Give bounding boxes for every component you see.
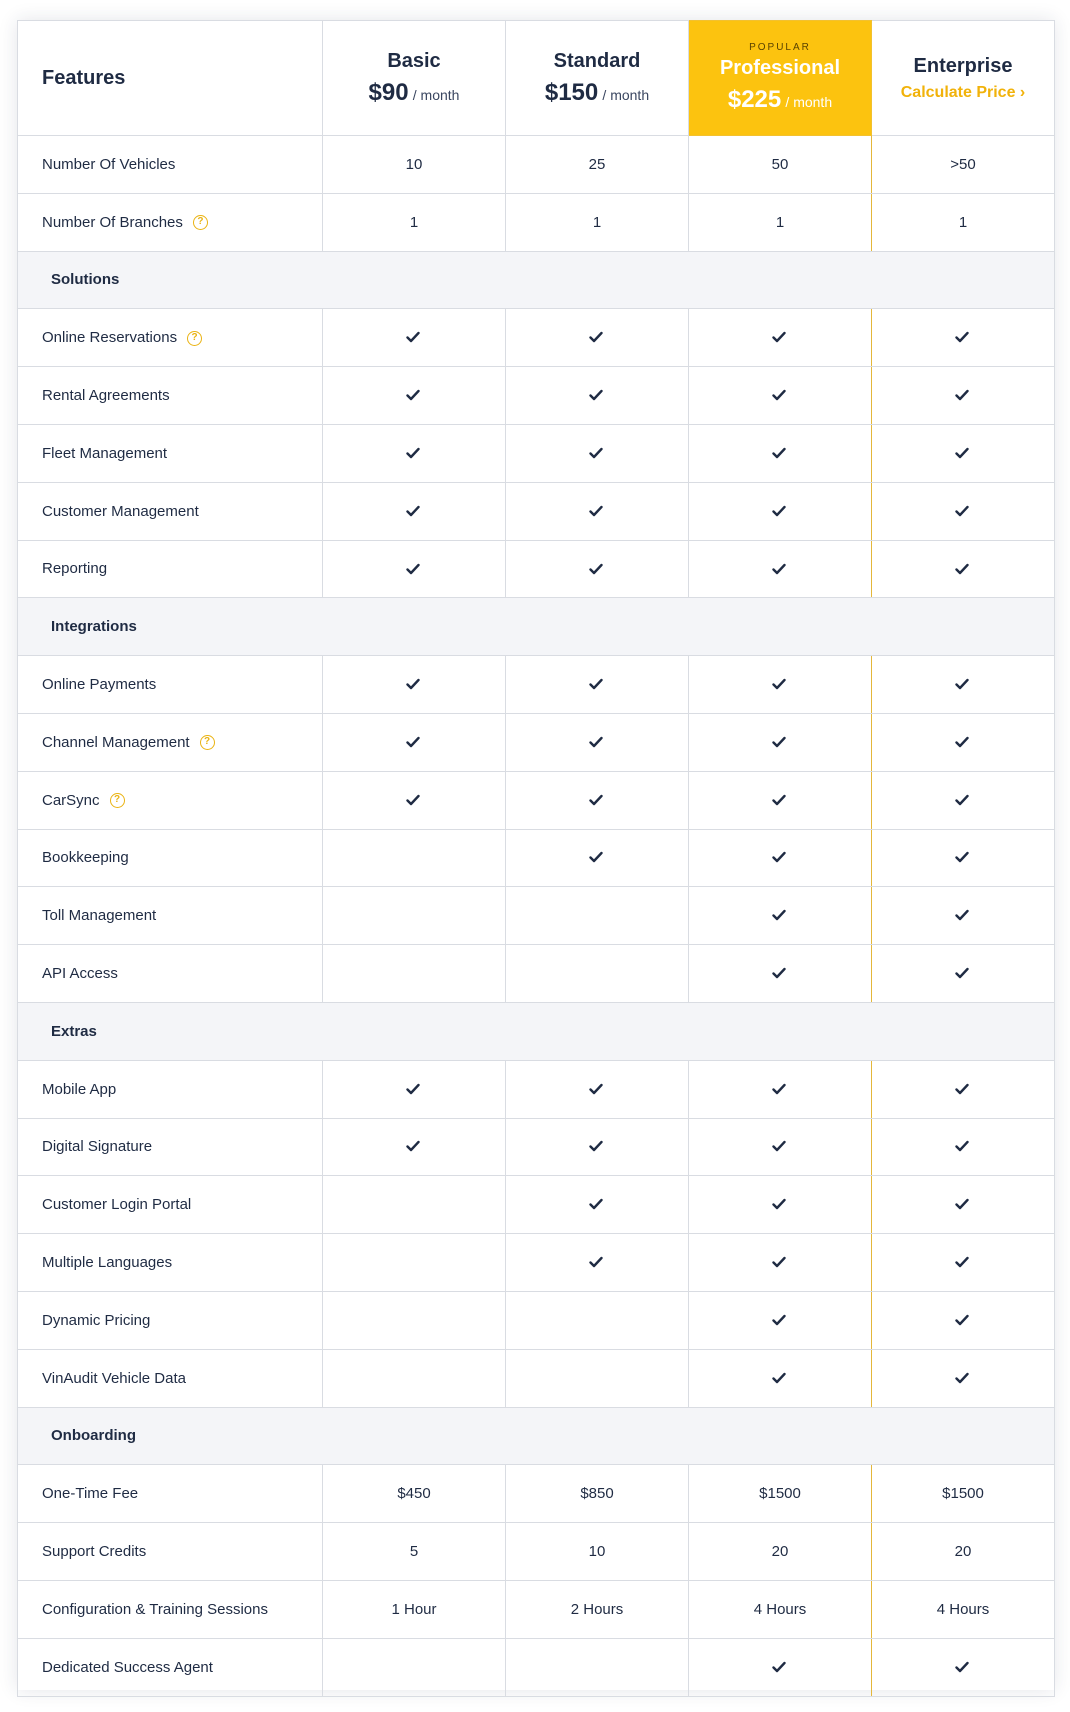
popular-badge: POPULAR bbox=[749, 42, 811, 53]
plan-cell bbox=[689, 1523, 872, 1581]
check-icon bbox=[772, 505, 788, 519]
plan-cell bbox=[323, 1638, 506, 1696]
plan-price: $150 bbox=[544, 78, 599, 106]
feature-row bbox=[18, 713, 1055, 771]
plan-cell bbox=[872, 1176, 1055, 1234]
cell-value: 1 bbox=[775, 213, 785, 231]
cell-value: 1 bbox=[958, 213, 968, 231]
plan-standard bbox=[506, 21, 689, 136]
plan-period: / month bbox=[785, 94, 833, 110]
plan-cell bbox=[323, 193, 506, 251]
feature-label: Dynamic Pricing bbox=[42, 1311, 151, 1329]
plan-cell bbox=[323, 945, 506, 1003]
check-icon bbox=[589, 563, 605, 577]
check-icon bbox=[955, 851, 971, 865]
feature-rows bbox=[18, 136, 1055, 1697]
section-row bbox=[18, 1407, 1055, 1465]
feature-name-cell bbox=[18, 1118, 323, 1176]
feature-name-cell bbox=[18, 1234, 323, 1292]
feature-name-cell bbox=[18, 713, 323, 771]
cell-value: 25 bbox=[588, 155, 606, 173]
check-icon bbox=[772, 1661, 788, 1675]
cell-value: 10 bbox=[405, 155, 423, 173]
feature-row bbox=[18, 945, 1055, 1003]
feature-row bbox=[18, 1465, 1055, 1523]
plan-cell bbox=[872, 1523, 1055, 1581]
plan-period: / month bbox=[602, 86, 650, 103]
plan-name: Professional bbox=[719, 57, 841, 79]
plan-cell bbox=[506, 945, 689, 1003]
plan-price: $225 bbox=[727, 86, 782, 113]
cell-value: 10 bbox=[588, 1543, 606, 1561]
plan-cell bbox=[689, 1580, 872, 1638]
plan-cell bbox=[689, 656, 872, 714]
feature-name-cell bbox=[18, 1465, 323, 1523]
feature-row bbox=[18, 1638, 1055, 1696]
feature-row bbox=[18, 656, 1055, 714]
feature-label: Online Payments bbox=[42, 676, 157, 694]
feature-name-cell bbox=[18, 193, 323, 251]
calculate-price-link[interactable]: Calculate Price › bbox=[900, 83, 1026, 101]
feature-name-cell bbox=[18, 1060, 323, 1118]
feature-name-cell bbox=[18, 656, 323, 714]
section-heading: Integrations bbox=[18, 598, 1055, 656]
plan-basic bbox=[323, 21, 506, 136]
feature-name-cell bbox=[18, 1580, 323, 1638]
plan-cell bbox=[323, 1060, 506, 1118]
feature-label: Multiple Languages bbox=[42, 1254, 173, 1272]
cell-value: >50 bbox=[950, 155, 976, 173]
section-row bbox=[18, 251, 1055, 309]
plan-cell bbox=[689, 1176, 872, 1234]
plan-cell bbox=[323, 136, 506, 194]
plan-cell bbox=[689, 771, 872, 829]
plan-cell bbox=[323, 713, 506, 771]
plan-cell bbox=[872, 771, 1055, 829]
cell-value: 1 bbox=[592, 213, 602, 231]
feature-row bbox=[18, 1523, 1055, 1581]
feature-name-cell bbox=[18, 309, 323, 367]
section-heading: Onboarding bbox=[18, 1407, 1055, 1465]
check-icon bbox=[772, 851, 788, 865]
plan-cell bbox=[872, 424, 1055, 482]
plan-cell bbox=[506, 136, 689, 194]
check-icon bbox=[772, 1198, 788, 1212]
plan-cell bbox=[872, 1349, 1055, 1407]
plan-cell bbox=[323, 367, 506, 425]
check-icon bbox=[589, 1198, 605, 1212]
check-icon bbox=[955, 331, 971, 345]
feature-row bbox=[18, 771, 1055, 829]
plan-cell bbox=[689, 482, 872, 540]
feature-name-cell bbox=[18, 1291, 323, 1349]
plan-cell bbox=[872, 1234, 1055, 1292]
plan-cell bbox=[872, 829, 1055, 887]
feature-row bbox=[18, 309, 1055, 367]
plan-cell bbox=[506, 1638, 689, 1696]
check-icon bbox=[406, 1083, 422, 1097]
cell-value: $1500 bbox=[942, 1485, 984, 1503]
feature-name-cell bbox=[18, 482, 323, 540]
plan-cell bbox=[506, 1176, 689, 1234]
plan-cell bbox=[689, 1465, 872, 1523]
plan-cell bbox=[872, 1118, 1055, 1176]
plan-cell bbox=[323, 1523, 506, 1581]
plan-cell bbox=[323, 1291, 506, 1349]
check-icon bbox=[955, 505, 971, 519]
check-icon bbox=[589, 1083, 605, 1097]
plan-cell bbox=[872, 540, 1055, 598]
feature-label: VinAudit Vehicle Data bbox=[42, 1369, 186, 1387]
feature-name-cell bbox=[18, 945, 323, 1003]
check-icon bbox=[955, 1198, 971, 1212]
feature-name-cell bbox=[18, 1349, 323, 1407]
feature-name-cell bbox=[18, 136, 323, 194]
plan-cell bbox=[689, 540, 872, 598]
feature-label: Rental Agreements bbox=[42, 387, 170, 405]
plan-cell bbox=[506, 1234, 689, 1292]
check-icon bbox=[955, 736, 971, 750]
plan-enterprise bbox=[872, 21, 1055, 136]
check-icon bbox=[772, 1314, 788, 1328]
feature-label: Configuration & Training Sessions bbox=[42, 1600, 268, 1618]
cell-value: 1 Hour bbox=[391, 1600, 437, 1618]
check-icon bbox=[772, 1256, 788, 1270]
check-icon bbox=[772, 1140, 788, 1154]
feature-row bbox=[18, 1291, 1055, 1349]
cell-value: $450 bbox=[397, 1485, 431, 1503]
plan-cell bbox=[506, 1580, 689, 1638]
check-icon bbox=[955, 1256, 971, 1270]
plan-cell bbox=[506, 1291, 689, 1349]
cell-value: 50 bbox=[771, 155, 789, 173]
feature-label: API Access bbox=[42, 965, 118, 983]
plan-cell bbox=[872, 193, 1055, 251]
check-icon bbox=[589, 331, 605, 345]
plan-cell bbox=[323, 540, 506, 598]
feature-name-cell bbox=[18, 771, 323, 829]
check-icon bbox=[406, 389, 422, 403]
plan-cell bbox=[872, 1465, 1055, 1523]
feature-label: Fleet Management bbox=[42, 444, 168, 462]
plan-name: Enterprise bbox=[913, 54, 1013, 77]
check-icon bbox=[406, 794, 422, 808]
check-icon bbox=[955, 967, 971, 981]
cell-value: 20 bbox=[771, 1543, 789, 1561]
feature-row bbox=[18, 540, 1055, 598]
plan-cell bbox=[323, 424, 506, 482]
check-icon bbox=[955, 389, 971, 403]
feature-name-cell bbox=[18, 887, 323, 945]
cell-value: 2 Hours bbox=[570, 1600, 624, 1618]
check-icon bbox=[589, 736, 605, 750]
feature-label: One-Time Fee bbox=[42, 1485, 139, 1503]
check-icon bbox=[406, 1140, 422, 1154]
check-icon bbox=[772, 1372, 788, 1386]
plan-cell bbox=[689, 1291, 872, 1349]
help-circle-icon[interactable]: ? bbox=[110, 793, 125, 808]
pricing-table-container bbox=[17, 20, 1054, 1690]
plan-cell bbox=[506, 367, 689, 425]
plan-cell bbox=[689, 1060, 872, 1118]
plan-cell bbox=[872, 1638, 1055, 1696]
plan-cell bbox=[872, 887, 1055, 945]
check-icon bbox=[772, 678, 788, 692]
feature-label: Toll Management bbox=[42, 907, 157, 925]
feature-row bbox=[18, 887, 1055, 945]
check-icon bbox=[406, 505, 422, 519]
check-icon bbox=[589, 389, 605, 403]
feature-label: Channel Management bbox=[42, 733, 190, 751]
feature-label: Online Reservations bbox=[42, 329, 178, 347]
plan-cell bbox=[506, 540, 689, 598]
check-icon bbox=[589, 447, 605, 461]
feature-label: Mobile App bbox=[42, 1080, 117, 1098]
check-icon bbox=[406, 447, 422, 461]
plan-cell bbox=[689, 1638, 872, 1696]
plan-cell bbox=[689, 193, 872, 251]
plan-cell bbox=[689, 945, 872, 1003]
plan-cell bbox=[689, 1349, 872, 1407]
plan-cell bbox=[872, 656, 1055, 714]
plan-cell bbox=[689, 713, 872, 771]
plan-cell bbox=[689, 367, 872, 425]
feature-row bbox=[18, 424, 1055, 482]
features-heading: Features bbox=[18, 21, 323, 136]
cell-value: 5 bbox=[409, 1543, 419, 1561]
check-icon bbox=[772, 447, 788, 461]
check-icon bbox=[955, 1372, 971, 1386]
check-icon bbox=[589, 505, 605, 519]
plan-cell bbox=[872, 945, 1055, 1003]
plan-cell bbox=[323, 887, 506, 945]
feature-name-cell bbox=[18, 540, 323, 598]
feature-label: Customer Management bbox=[42, 502, 199, 520]
plan-cell bbox=[323, 1465, 506, 1523]
plan-cell bbox=[506, 1523, 689, 1581]
feature-row bbox=[18, 1349, 1055, 1407]
plan-cell bbox=[323, 309, 506, 367]
check-icon bbox=[955, 678, 971, 692]
check-icon bbox=[772, 794, 788, 808]
feature-label: Bookkeeping bbox=[42, 849, 129, 867]
plan-cell bbox=[872, 136, 1055, 194]
check-icon bbox=[955, 1083, 971, 1097]
plan-cell bbox=[872, 367, 1055, 425]
cell-value: $850 bbox=[580, 1485, 614, 1503]
feature-label: Number Of Branches bbox=[42, 213, 183, 231]
pricing-comparison-table bbox=[17, 20, 1055, 1697]
plan-cell bbox=[323, 1580, 506, 1638]
feature-row bbox=[18, 1118, 1055, 1176]
feature-row bbox=[18, 829, 1055, 887]
check-icon bbox=[772, 736, 788, 750]
check-icon bbox=[772, 331, 788, 345]
plan-cell bbox=[872, 1580, 1055, 1638]
plan-cell bbox=[689, 1118, 872, 1176]
feature-row bbox=[18, 482, 1055, 540]
section-heading: Solutions bbox=[18, 251, 1055, 309]
plan-name: Basic bbox=[387, 49, 441, 72]
cell-value: 4 Hours bbox=[936, 1600, 990, 1618]
feature-row bbox=[18, 1060, 1055, 1118]
plan-cell bbox=[323, 771, 506, 829]
feature-name-cell bbox=[18, 829, 323, 887]
plan-cell bbox=[872, 482, 1055, 540]
plan-cell bbox=[506, 656, 689, 714]
plan-cell bbox=[872, 1060, 1055, 1118]
plan-cell bbox=[506, 1118, 689, 1176]
check-icon bbox=[955, 447, 971, 461]
feature-row bbox=[18, 367, 1055, 425]
plan-cell bbox=[323, 1234, 506, 1292]
cell-value: $1500 bbox=[759, 1485, 801, 1503]
plan-cell bbox=[689, 424, 872, 482]
check-icon bbox=[955, 1140, 971, 1154]
plan-cell bbox=[506, 771, 689, 829]
plan-cell bbox=[506, 424, 689, 482]
help-circle-icon[interactable]: ? bbox=[187, 331, 202, 346]
plan-cell bbox=[506, 1465, 689, 1523]
check-icon bbox=[955, 909, 971, 923]
feature-label: Number Of Vehicles bbox=[42, 155, 176, 173]
plan-cell bbox=[323, 829, 506, 887]
check-icon bbox=[406, 331, 422, 345]
plan-cell bbox=[506, 887, 689, 945]
plan-name: Standard bbox=[553, 49, 641, 72]
plan-cell bbox=[689, 136, 872, 194]
plan-cell bbox=[323, 656, 506, 714]
plan-cell bbox=[323, 1176, 506, 1234]
plan-cell bbox=[872, 713, 1055, 771]
check-icon bbox=[772, 967, 788, 981]
plan-cell bbox=[506, 713, 689, 771]
feature-row bbox=[18, 193, 1055, 251]
cell-value: 20 bbox=[954, 1543, 972, 1561]
plan-cell bbox=[506, 1349, 689, 1407]
plan-period: / month bbox=[412, 86, 460, 103]
feature-name-cell bbox=[18, 367, 323, 425]
check-icon bbox=[406, 563, 422, 577]
plan-cell bbox=[506, 193, 689, 251]
check-icon bbox=[772, 1083, 788, 1097]
plan-cell bbox=[506, 829, 689, 887]
plan-cell bbox=[872, 1291, 1055, 1349]
help-circle-icon[interactable]: ? bbox=[200, 735, 215, 750]
plan-cell bbox=[323, 1349, 506, 1407]
feature-name-cell bbox=[18, 1523, 323, 1581]
check-icon bbox=[406, 736, 422, 750]
plan-professional bbox=[689, 21, 872, 136]
check-icon bbox=[589, 1256, 605, 1270]
feature-name-cell bbox=[18, 1176, 323, 1234]
plan-cell bbox=[689, 1234, 872, 1292]
feature-row bbox=[18, 1234, 1055, 1292]
feature-label: Support Credits bbox=[42, 1543, 147, 1561]
plan-cell bbox=[506, 309, 689, 367]
check-icon bbox=[772, 563, 788, 577]
check-icon bbox=[589, 678, 605, 692]
check-icon bbox=[589, 1140, 605, 1154]
feature-row bbox=[18, 1580, 1055, 1638]
plan-cell bbox=[689, 829, 872, 887]
feature-label: Digital Signature bbox=[42, 1138, 153, 1156]
section-row bbox=[18, 1002, 1055, 1060]
feature-row bbox=[18, 136, 1055, 194]
section-heading: Extras bbox=[18, 1002, 1055, 1060]
check-icon bbox=[955, 563, 971, 577]
check-icon bbox=[955, 1314, 971, 1328]
help-circle-icon[interactable]: ? bbox=[193, 215, 208, 230]
check-icon bbox=[406, 678, 422, 692]
section-row bbox=[18, 598, 1055, 656]
check-icon bbox=[955, 1661, 971, 1675]
plan-header-row bbox=[18, 21, 1055, 136]
plan-cell bbox=[872, 309, 1055, 367]
feature-row bbox=[18, 1176, 1055, 1234]
check-icon bbox=[772, 909, 788, 923]
plan-cell bbox=[689, 887, 872, 945]
plan-cell bbox=[506, 1060, 689, 1118]
feature-name-cell bbox=[18, 424, 323, 482]
feature-label: CarSync bbox=[42, 791, 100, 809]
feature-name-cell bbox=[18, 1638, 323, 1696]
feature-label: Customer Login Portal bbox=[42, 1196, 192, 1214]
plan-cell bbox=[323, 1118, 506, 1176]
check-icon bbox=[772, 389, 788, 403]
check-icon bbox=[955, 794, 971, 808]
feature-label: Dedicated Success Agent bbox=[42, 1658, 213, 1676]
cell-value: 1 bbox=[409, 213, 419, 231]
plan-cell bbox=[689, 309, 872, 367]
check-icon bbox=[589, 794, 605, 808]
plan-price: $90 bbox=[368, 78, 409, 106]
plan-cell bbox=[323, 482, 506, 540]
check-icon bbox=[589, 851, 605, 865]
cell-value: 4 Hours bbox=[753, 1600, 807, 1618]
plan-cell bbox=[506, 482, 689, 540]
feature-label: Reporting bbox=[42, 560, 108, 578]
